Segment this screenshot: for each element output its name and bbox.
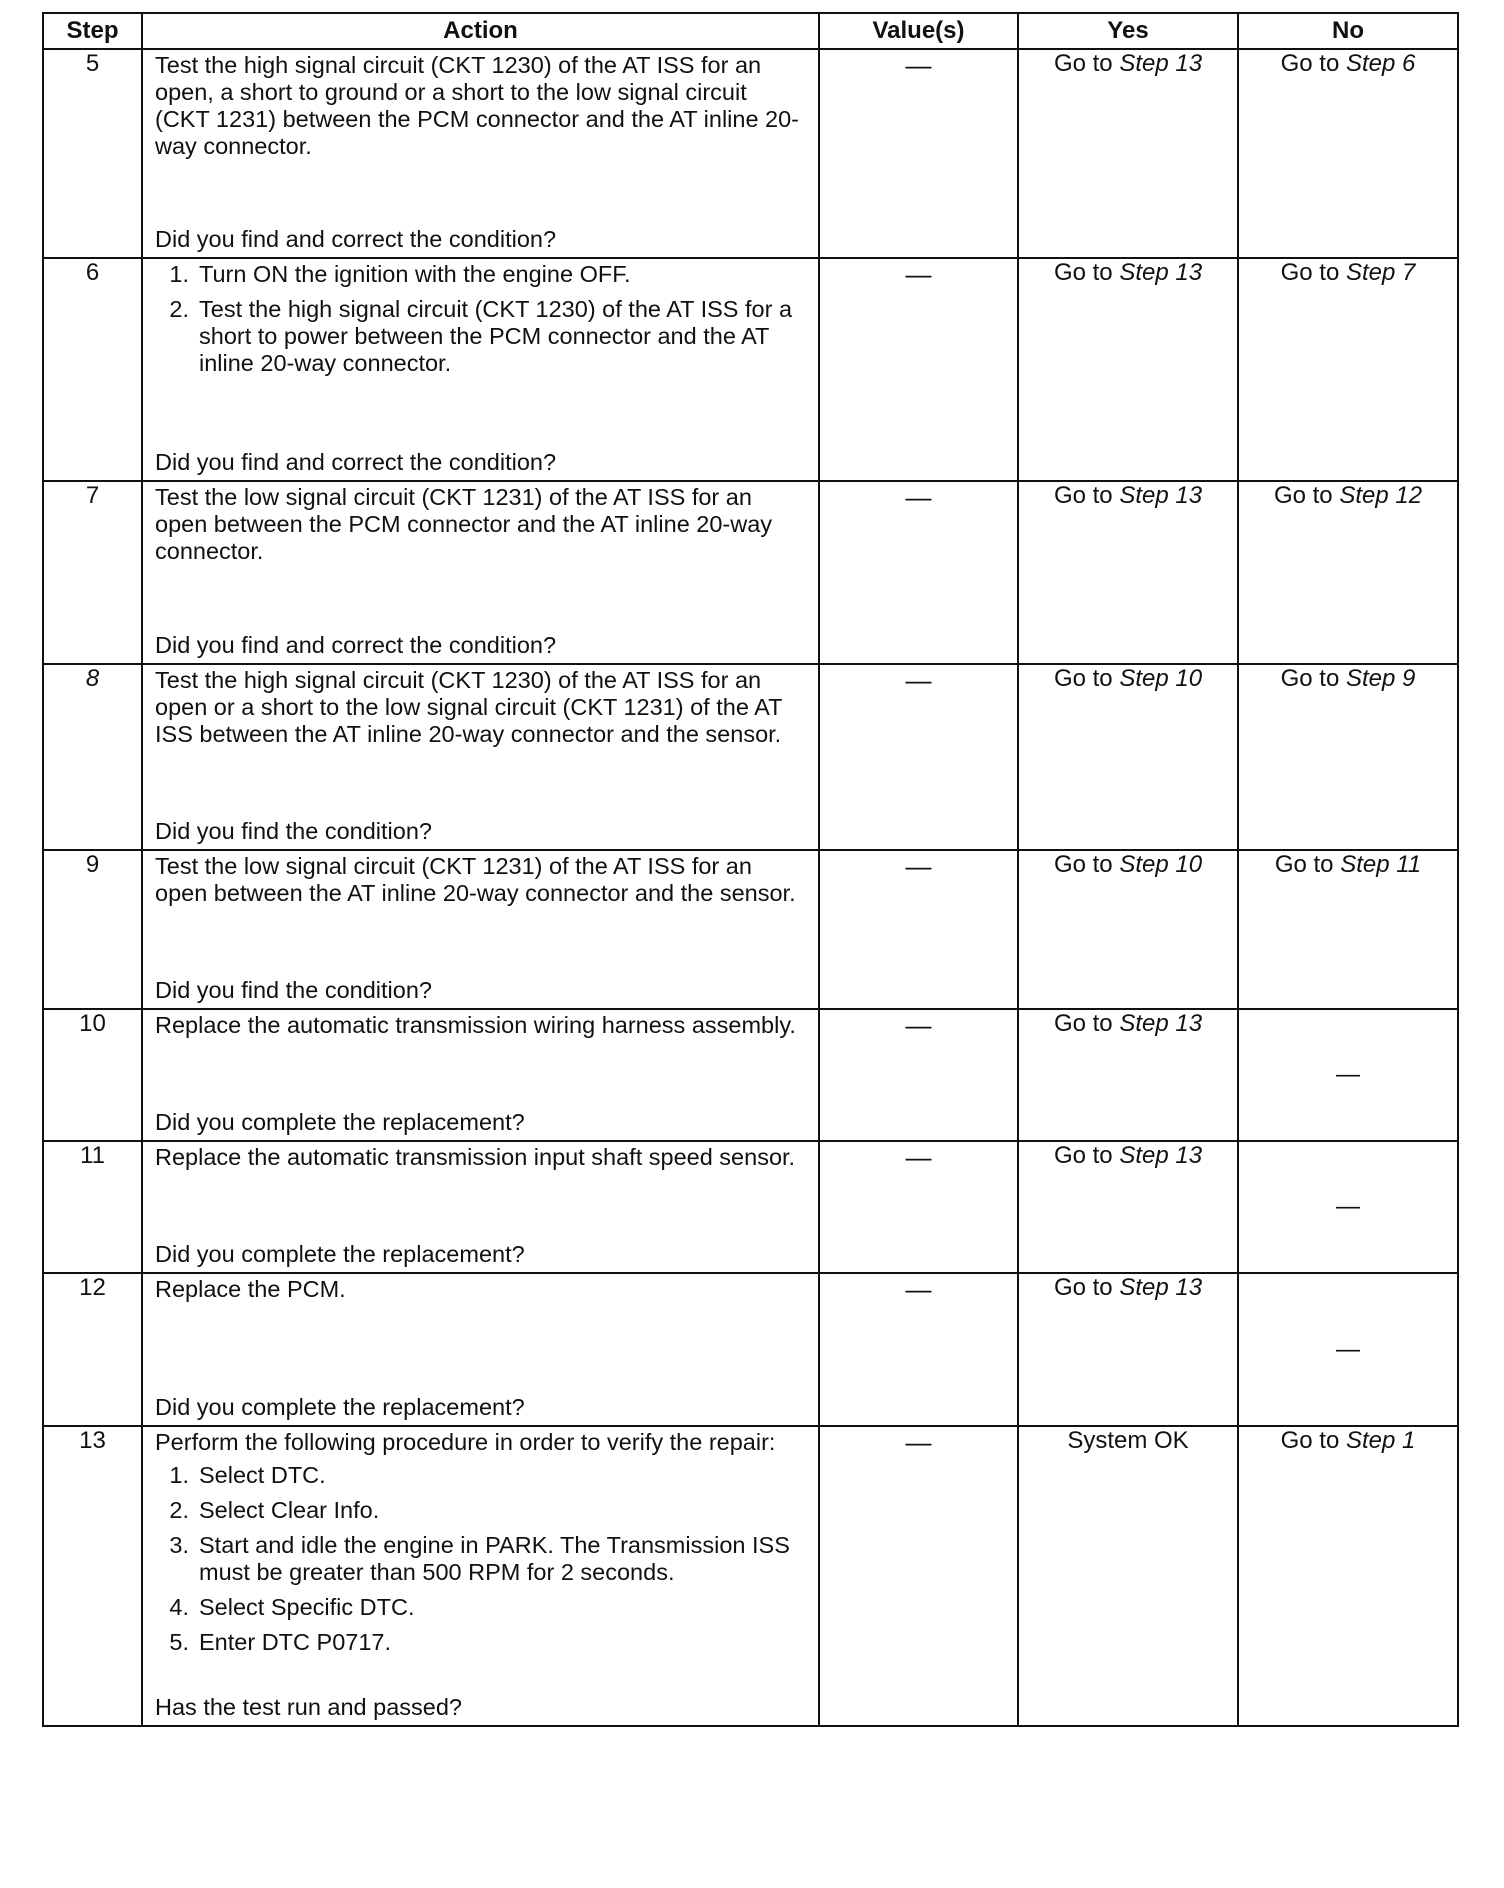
- step-number: 9: [43, 850, 142, 1009]
- yes-cell: [1018, 1426, 1238, 1726]
- step-number: 7: [43, 481, 142, 664]
- action-question: Did you find and correct the condition?: [155, 226, 557, 252]
- no-step-link[interactable]: Step 12: [1339, 482, 1423, 509]
- value-cell: —: [819, 1426, 1018, 1726]
- no-cell: [1238, 49, 1458, 258]
- action-step-text: Select Specific DTC.: [199, 1594, 415, 1620]
- yes-step-link[interactable]: Step 13: [1119, 482, 1203, 509]
- no-prefix: Go to: [1280, 1427, 1346, 1454]
- no-prefix: Go to: [1280, 259, 1346, 286]
- action-step-item: [155, 1594, 806, 1621]
- action-steps: [155, 261, 806, 385]
- action-step-num: 1.: [169, 1462, 189, 1488]
- action-cell: [142, 1426, 819, 1726]
- no-step-link[interactable]: Step 6: [1345, 50, 1416, 77]
- action-cell: [142, 850, 819, 1009]
- yes-cell: [1018, 850, 1238, 1009]
- header-yes: Yes: [1018, 13, 1238, 49]
- no-step-link[interactable]: Step 9: [1345, 665, 1416, 692]
- yes-prefix: Go to: [1053, 482, 1120, 509]
- action-step-item: [155, 1462, 806, 1489]
- diagnostic-table: [42, 12, 1459, 1727]
- no-cell: [1238, 664, 1458, 850]
- action-step-text: Turn ON the ignition with the engine OFF.: [199, 261, 631, 287]
- yes-prefix: Go to: [1053, 259, 1120, 286]
- no-cell: [1238, 1426, 1458, 1726]
- no-cell: —: [1238, 1141, 1458, 1273]
- value-cell: —: [819, 49, 1018, 258]
- step-number: 5: [43, 49, 142, 258]
- table-row: [43, 850, 1458, 1009]
- action-question: Did you complete the replacement?: [155, 1109, 525, 1135]
- action-step-text: Select DTC.: [199, 1462, 326, 1488]
- yes-prefix: Go to: [1053, 1010, 1120, 1037]
- action-cell: [142, 1141, 819, 1273]
- action-step-item: [155, 1532, 806, 1586]
- no-step-link[interactable]: Step 7: [1345, 259, 1416, 286]
- step-number: 12: [43, 1273, 142, 1426]
- table-row: [43, 258, 1458, 481]
- value-cell: —: [819, 850, 1018, 1009]
- yes-step-link[interactable]: Step 13: [1119, 259, 1203, 286]
- yes-cell: [1018, 49, 1238, 258]
- action-step-num: 4.: [169, 1594, 189, 1620]
- action-step-text: Test the high signal circuit (CKT 1230) of the AT ISS for a short to power between the PCM connector and the AT inline 20-way connector.: [199, 296, 793, 376]
- yes-prefix: Go to: [1053, 50, 1120, 77]
- action-cell: [142, 481, 819, 664]
- table-row: [43, 49, 1458, 258]
- yes-step-link[interactable]: Step 10: [1119, 851, 1203, 878]
- action-question: Did you find and correct the condition?: [155, 632, 557, 658]
- header-no: No: [1238, 13, 1458, 49]
- action-question: Did you find the condition?: [155, 977, 432, 1003]
- yes-prefix: Go to: [1053, 665, 1120, 692]
- table-row: [43, 1009, 1458, 1141]
- step-number: 13: [43, 1426, 142, 1726]
- action-cell: [142, 258, 819, 481]
- action-text: Perform the following procedure in order to verify the repair:: [155, 1429, 776, 1455]
- step-number: 6: [43, 258, 142, 481]
- header-values: Value(s): [819, 13, 1018, 49]
- no-step-link[interactable]: Step 1: [1345, 1427, 1416, 1454]
- table-row: [43, 1273, 1458, 1426]
- step-number: 11: [43, 1141, 142, 1273]
- no-cell: [1238, 481, 1458, 664]
- yes-system-ok: System OK: [1067, 1427, 1189, 1454]
- table-header-row: [43, 13, 1458, 49]
- value-cell: —: [819, 664, 1018, 850]
- action-step-item: [155, 296, 806, 377]
- yes-cell: [1018, 1141, 1238, 1273]
- action-step-text: Select Clear Info.: [199, 1497, 380, 1523]
- no-cell: —: [1238, 1273, 1458, 1426]
- yes-step-link[interactable]: Step 13: [1119, 1274, 1203, 1301]
- action-question: Did you complete the replacement?: [155, 1241, 525, 1267]
- yes-cell: [1018, 481, 1238, 664]
- action-text: Test the low signal circuit (CKT 1231) of the AT ISS for an open between the PCM connector and the AT inline 20-way connector.: [155, 484, 773, 564]
- table-row: [43, 664, 1458, 850]
- yes-prefix: Go to: [1053, 1142, 1120, 1169]
- step-number: 10: [43, 1009, 142, 1141]
- table-row: [43, 1141, 1458, 1273]
- action-step-num: 2.: [169, 1497, 189, 1523]
- action-question: Has the test run and passed?: [155, 1694, 463, 1720]
- action-question: Did you find and correct the condition?: [155, 449, 557, 475]
- action-step-num: 5.: [169, 1629, 189, 1655]
- table-row: [43, 481, 1458, 664]
- yes-step-link[interactable]: Step 13: [1119, 1142, 1203, 1169]
- action-text: Replace the PCM.: [155, 1276, 346, 1302]
- yes-cell: [1018, 664, 1238, 850]
- action-step-num: 1.: [169, 261, 189, 287]
- action-step-text: Enter DTC P0717.: [199, 1629, 392, 1655]
- yes-cell: [1018, 1273, 1238, 1426]
- action-text: Replace the automatic transmission wiring harness assembly.: [155, 1012, 796, 1038]
- value-cell: —: [819, 258, 1018, 481]
- action-text: Test the low signal circuit (CKT 1231) of the AT ISS for an open between the AT inline 20-way connector and the sensor.: [155, 853, 796, 906]
- action-step-item: [155, 261, 806, 288]
- no-cell: —: [1238, 1009, 1458, 1141]
- no-prefix: Go to: [1273, 482, 1340, 509]
- action-text: Test the high signal circuit (CKT 1230) of the AT ISS for an open, a short to ground or a short to the low signal circuit (CKT 1231) between the PCM connector and the AT inline 20-way connector.: [155, 52, 800, 159]
- action-steps: [155, 1462, 806, 1656]
- action-step-item: [155, 1497, 806, 1524]
- action-question: Did you complete the replacement?: [155, 1394, 525, 1420]
- no-step-link[interactable]: Step 11: [1340, 851, 1422, 878]
- no-prefix: Go to: [1280, 665, 1346, 692]
- action-text: Test the high signal circuit (CKT 1230) of the AT ISS for an open or a short to the low signal circuit (CKT 1231) of the AT ISS between the AT inline 20-way connector and the sensor.: [155, 667, 782, 747]
- yes-prefix: Go to: [1053, 851, 1120, 878]
- step-number: 8: [43, 664, 142, 850]
- action-step-item: [155, 1629, 806, 1656]
- header-step: Step: [43, 13, 142, 49]
- action-cell: [142, 1009, 819, 1141]
- action-text: Replace the automatic transmission input shaft speed sensor.: [155, 1144, 796, 1170]
- yes-step-link[interactable]: Step 10: [1119, 665, 1203, 692]
- value-cell: —: [819, 1141, 1018, 1273]
- no-prefix: Go to: [1280, 50, 1346, 77]
- action-step-num: 3.: [169, 1532, 189, 1558]
- yes-step-link[interactable]: Step 13: [1119, 50, 1203, 77]
- no-cell: [1238, 850, 1458, 1009]
- action-cell: [142, 664, 819, 850]
- action-cell: [142, 1273, 819, 1426]
- yes-prefix: Go to: [1053, 1274, 1120, 1301]
- action-step-num: 2.: [169, 296, 189, 322]
- action-question: Did you find the condition?: [155, 818, 432, 844]
- value-cell: —: [819, 1009, 1018, 1141]
- table-row: [43, 1426, 1458, 1726]
- no-cell: [1238, 258, 1458, 481]
- yes-cell: [1018, 1009, 1238, 1141]
- action-cell: [142, 49, 819, 258]
- action-step-text: Start and idle the engine in PARK. The Transmission ISS must be greater than 500 RPM for 2 seconds.: [199, 1532, 790, 1585]
- header-action: Action: [142, 13, 819, 49]
- no-prefix: Go to: [1274, 851, 1341, 878]
- value-cell: —: [819, 1273, 1018, 1426]
- yes-step-link[interactable]: Step 13: [1119, 1010, 1203, 1037]
- yes-cell: [1018, 258, 1238, 481]
- value-cell: —: [819, 481, 1018, 664]
